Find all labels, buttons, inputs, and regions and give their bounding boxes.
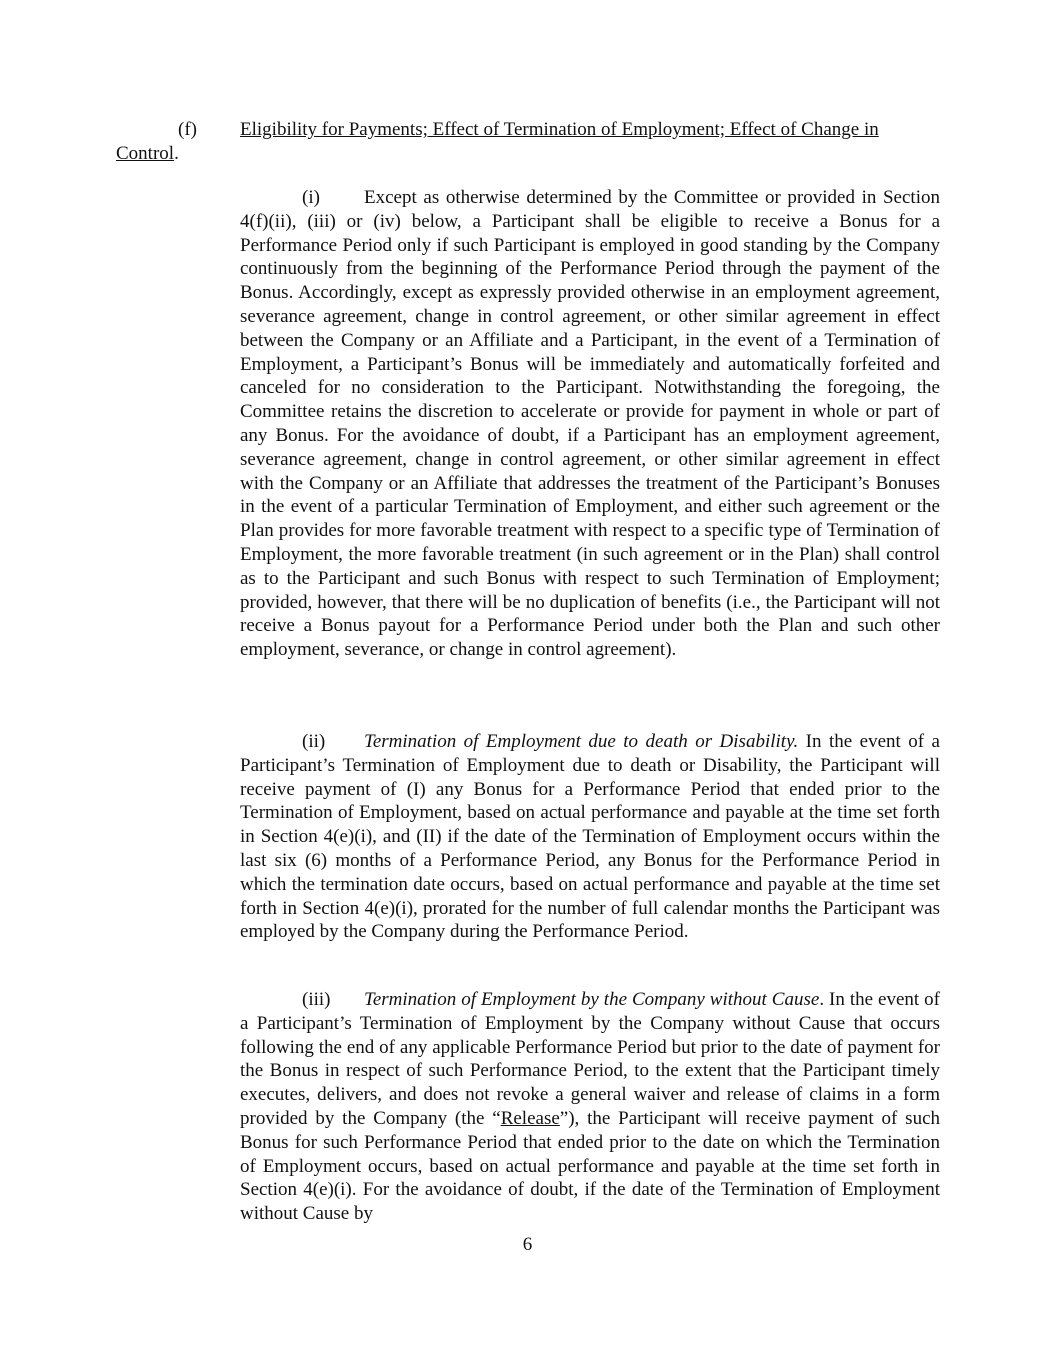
section-title-period: . [174, 143, 179, 164]
section-title-line1: Eligibility for Payments; Effect of Termination of Employment; Effect of Change in [240, 119, 879, 140]
paragraph-text: In the event of a Participant’s Termination of Employment due to death or Disability, the Participant will receive payment of (I) any Bonus for a Performance Period that ended prior to the Termination of Employment, based on actual performance and payable at the time set forth in Section 4(e)(i), and (II) if the date of the Termination of Employment occurs within the last six (6) months of a Performance Period, any Bonus for the Performance Period in which the termination date occurs, based on actual performance and payable at the time set forth in Section 4(e)(i), prorated for the number of full calendar months the Participant was employed by the Company during the Performance Period. [240, 731, 940, 943]
paragraph-ii [240, 730, 940, 944]
paragraph-number: (i) [302, 187, 320, 208]
section-title-control: Control [116, 143, 175, 164]
page-number: 6 [522, 1234, 533, 1255]
paragraph-title: Termination of Employment by the Company without Cause [364, 989, 820, 1010]
paragraph-number: (ii) [302, 731, 326, 752]
paragraph-text-continued: ”), the Participant will receive payment of such Bonus for such Performance Period that ended prior to the date on which the Termination of Employment occurs, based on actual performance and payable at the time set forth in Section 4(e)(i). For the avoidance of doubt, if the date of the Termination of Employment without Cause by [240, 1107, 941, 1225]
section-title-line2 [116, 142, 179, 166]
paragraph-number: (iii) [302, 989, 331, 1010]
section-label: (f) [178, 119, 197, 140]
paragraph-text: . In the event of a Participant’s Termination of Employment by the Company without Cause that occurs following the end of any applicable Performance Period but prior to the date of payment for the Bonus in respect of such Performance Period, to the extent that the Participant timely executes, delivers, and does not revoke a general waiver and release of claims in a form provided by the Company (the “ [240, 989, 940, 1129]
paragraph-iii [240, 988, 940, 1226]
release-term: Release [500, 1107, 560, 1129]
paragraph-i [240, 186, 940, 662]
paragraph-text: Except as otherwise determined by the Committee or provided in Section 4(f)(ii), (iii) or (iv) below, a Participant shall be eligible to receive a Bonus for a Performance Period only if such Participant is employed in good standing by the Company continuously from the beginning of the Performance Period through the payment of the Bonus. Accordingly, except as expressly provided otherwise in an employment agreement, severance agreement, change in control agreement, or other similar agreement in effect between the Company or an Affiliate and a Participant, in the event of a Termination of Employment, a Participant’s Bonus will be immediately and automatically forfeited and canceled for no consideration to the Participant. Notwithstanding the foregoing, the Committee retains the discretion to accelerate or provide for payment in whole or part of any Bonus. For the avoidance of doubt, if a Participant has an employment agreement, severance agreement, change in control agreement, or other similar agreement in effect with the Company or an Affiliate that addresses the treatment of the Participant’s Bonuses in the event of a particular Termination of Employment, and either such agreement or the Plan provides for more favorable treatment with respect to a specific type of Termination of Employment, the more favorable treatment (in such agreement or in the Plan) shall control as to the Participant and such Bonus with respect to such Termination of Employment; provided, however, that there will be no duplication of benefits (i.e., the Participant will not receive a Bonus payout for a Performance Period under both the Plan and such other employment, severance, or change in control agreement). [240, 187, 940, 661]
paragraph-title: Termination of Employment due to death or Disability. [364, 731, 799, 752]
